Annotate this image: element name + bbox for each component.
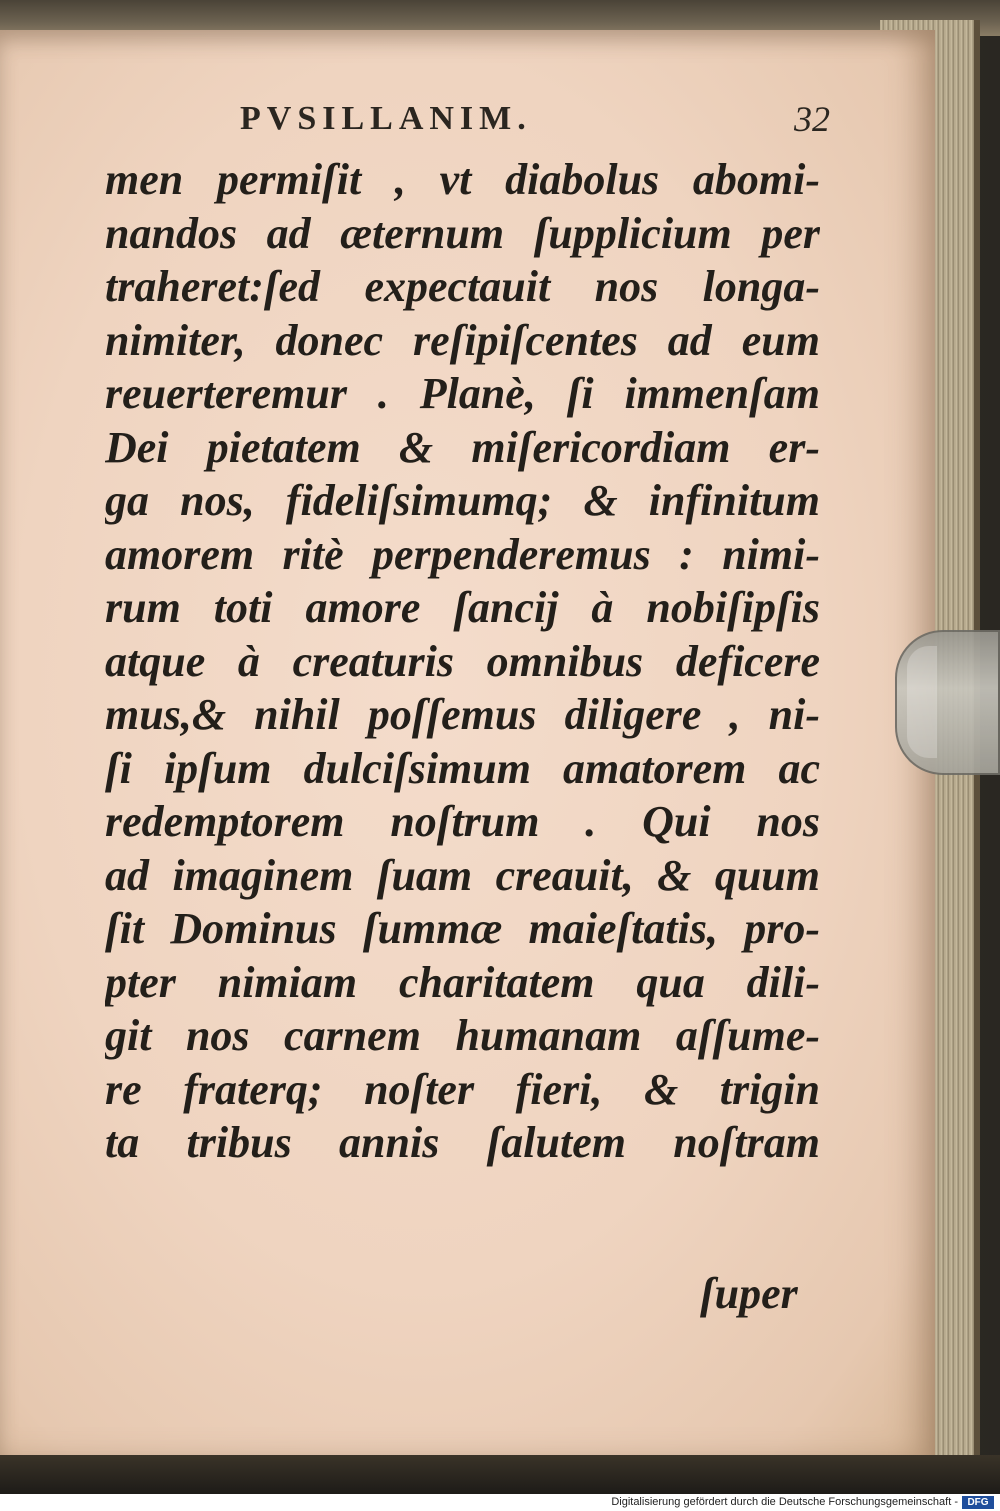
catchword: ſuper: [700, 1269, 798, 1318]
text-line: amorem ritè perpenderemus : nimi-: [105, 529, 820, 579]
text-line: nimiter, donec reſipiſcentes ad eum: [105, 315, 820, 365]
page-number: 32: [794, 99, 830, 139]
footer-credit: Digitalisierung gefördert durch die Deutsche Forschungsgemeinschaft -: [611, 1496, 958, 1508]
text-line: redemptorem noſtrum . Qui nos: [105, 797, 820, 846]
text-line: reuerteremur . Planè, ſi immenſam: [105, 369, 820, 418]
text-line: men permiſit , vt diabolus abomi-: [105, 155, 820, 204]
text-line: Dei pietatem & miſericordiam er-: [105, 422, 820, 472]
page-header: [240, 100, 830, 144]
running-head: PVSILLANIM.: [240, 100, 532, 137]
text-line: ta tribus annis ſalutem noſtram: [105, 1118, 820, 1167]
text-line: ga nos, fideliſsimumq; & infinitum: [105, 476, 820, 525]
text-line: ſit Dominus ſummæ maieſtatis, pro-: [105, 904, 820, 953]
text-line: pter nimiam charitatem qua dili-: [105, 957, 820, 1007]
text-line: traheret:ſed expectauit nos longa-: [105, 262, 820, 311]
body-text: [105, 153, 820, 1170]
text-line: git nos carnem humanam aſſume-: [105, 1011, 820, 1060]
text-line: re fraterq; noſter fieri, & trigin: [105, 1064, 820, 1114]
text-line: ſi ipſum dulciſsimum amatorem ac: [105, 743, 820, 793]
page-clip: [895, 630, 1000, 775]
text-line: mus,& nihil poſſemus diligere , ni-: [105, 690, 820, 739]
text-line: nandos ad æternum ſupplicium per: [105, 208, 820, 258]
text-line: atque à creaturis omnibus deficere: [105, 636, 820, 686]
page-clip-highlight: [907, 646, 937, 758]
text-line: rum toti amore ſancij à nobiſipſis: [105, 583, 820, 632]
text-line: ad imaginem ſuam creauit, & quum: [105, 850, 820, 900]
dfg-logo: DFG: [962, 1496, 994, 1509]
